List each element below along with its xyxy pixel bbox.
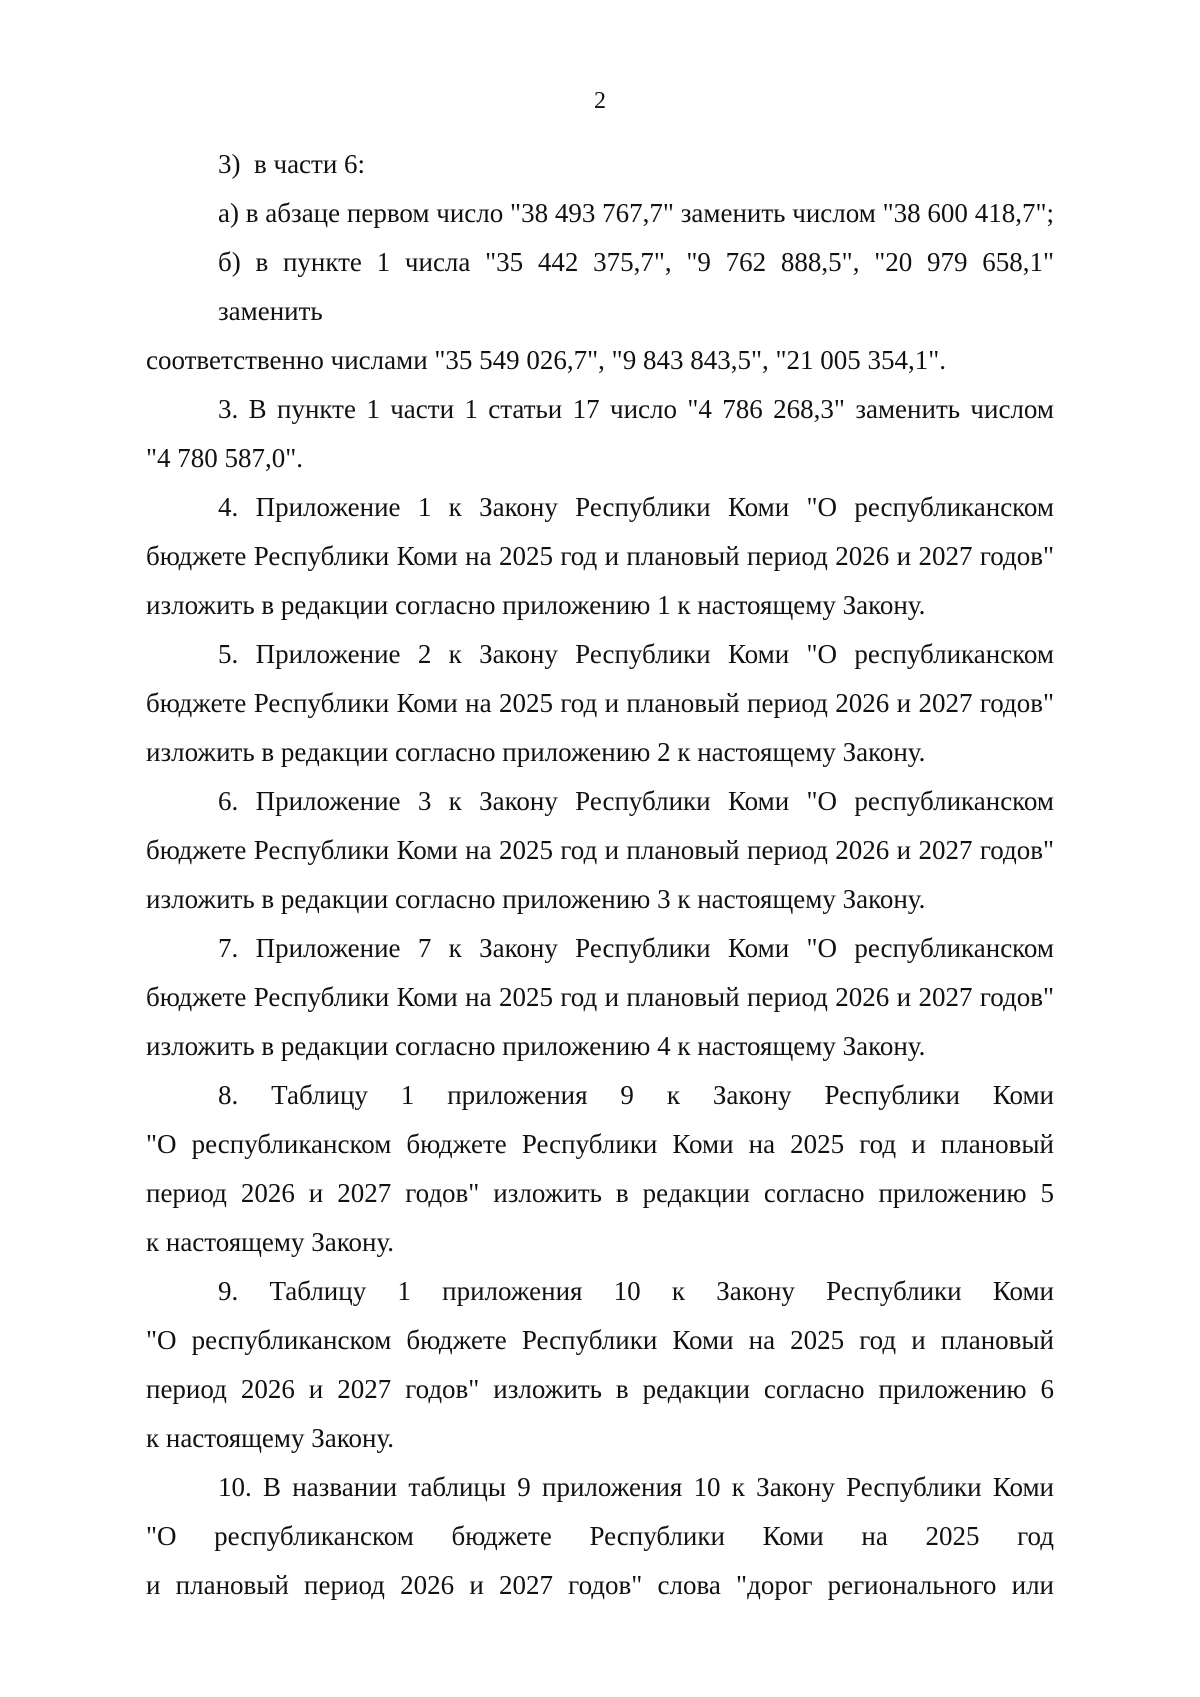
body-line: бюджете Республики Коми на 2025 год и плановый период 2026 и 2027 годов" [146,982,1054,1012]
body-line: изложить в редакции согласно приложению 3 к настоящему Закону. [146,884,926,914]
body-line: период 2026 и 2027 годов" изложить в редакции согласно приложению 5 [146,1178,1054,1208]
body-line: к настоящему Закону. [146,1227,394,1257]
body-line: 5. Приложение 2 к Закону Республики Коми "О республиканском [218,639,1054,669]
body-line: "О республиканском бюджете Республики Коми на 2025 год и плановый [146,1129,1054,1159]
page-number: 2 [594,88,606,114]
body-line: а) в абзаце первом число "38 493 767,7" заменить числом "38 600 418,7"; [218,198,1054,228]
body-line: бюджете Республики Коми на 2025 год и плановый период 2026 и 2027 годов" [146,835,1054,865]
body-line: "О республиканском бюджете Республики Коми на 2025 год и плановый [146,1325,1054,1355]
body-line: 3. В пункте 1 части 1 статьи 17 число "4 786 268,3" заменить числом [218,394,1054,424]
body-line: соответственно числами "35 549 026,7", "9 843 843,5", "21 005 354,1". [146,345,947,375]
body-line: изложить в редакции согласно приложению 1 к настоящему Закону. [146,590,926,620]
body-line: 7. Приложение 7 к Закону Республики Коми "О республиканском [218,933,1054,963]
document-body [146,140,1054,1610]
body-line: 6. Приложение 3 к Закону Республики Коми "О республиканском [218,786,1054,816]
body-line: изложить в редакции согласно приложению 4 к настоящему Закону. [146,1031,926,1061]
body-line: 3) в части 6: [218,149,366,179]
body-line: 10. В названии таблицы 9 приложения 10 к Закону Республики Коми [218,1472,1054,1502]
body-line: 8. Таблицу 1 приложения 9 к Закону Республики Коми [218,1080,1054,1110]
body-line: 9. Таблицу 1 приложения 10 к Закону Республики Коми [218,1276,1054,1306]
body-line: б) в пункте 1 числа "35 442 375,7", "9 762 888,5", "20 979 658,1" заменить [218,247,1054,326]
body-line: "О республиканском бюджете Республики Коми на 2025 год [146,1521,1054,1551]
body-line: бюджете Республики Коми на 2025 год и плановый период 2026 и 2027 годов" [146,541,1054,571]
body-line: 4. Приложение 1 к Закону Республики Коми "О республиканском [218,492,1054,522]
body-line: к настоящему Закону. [146,1423,394,1453]
body-line: "4 780 587,0". [146,443,304,473]
body-line: период 2026 и 2027 годов" изложить в редакции согласно приложению 6 [146,1374,1054,1404]
body-line: и плановый период 2026 и 2027 годов" слова "дорог регионального или [146,1570,1054,1600]
body-line: бюджете Республики Коми на 2025 год и плановый период 2026 и 2027 годов" [146,688,1054,718]
body-line: изложить в редакции согласно приложению 2 к настоящему Закону. [146,737,926,767]
